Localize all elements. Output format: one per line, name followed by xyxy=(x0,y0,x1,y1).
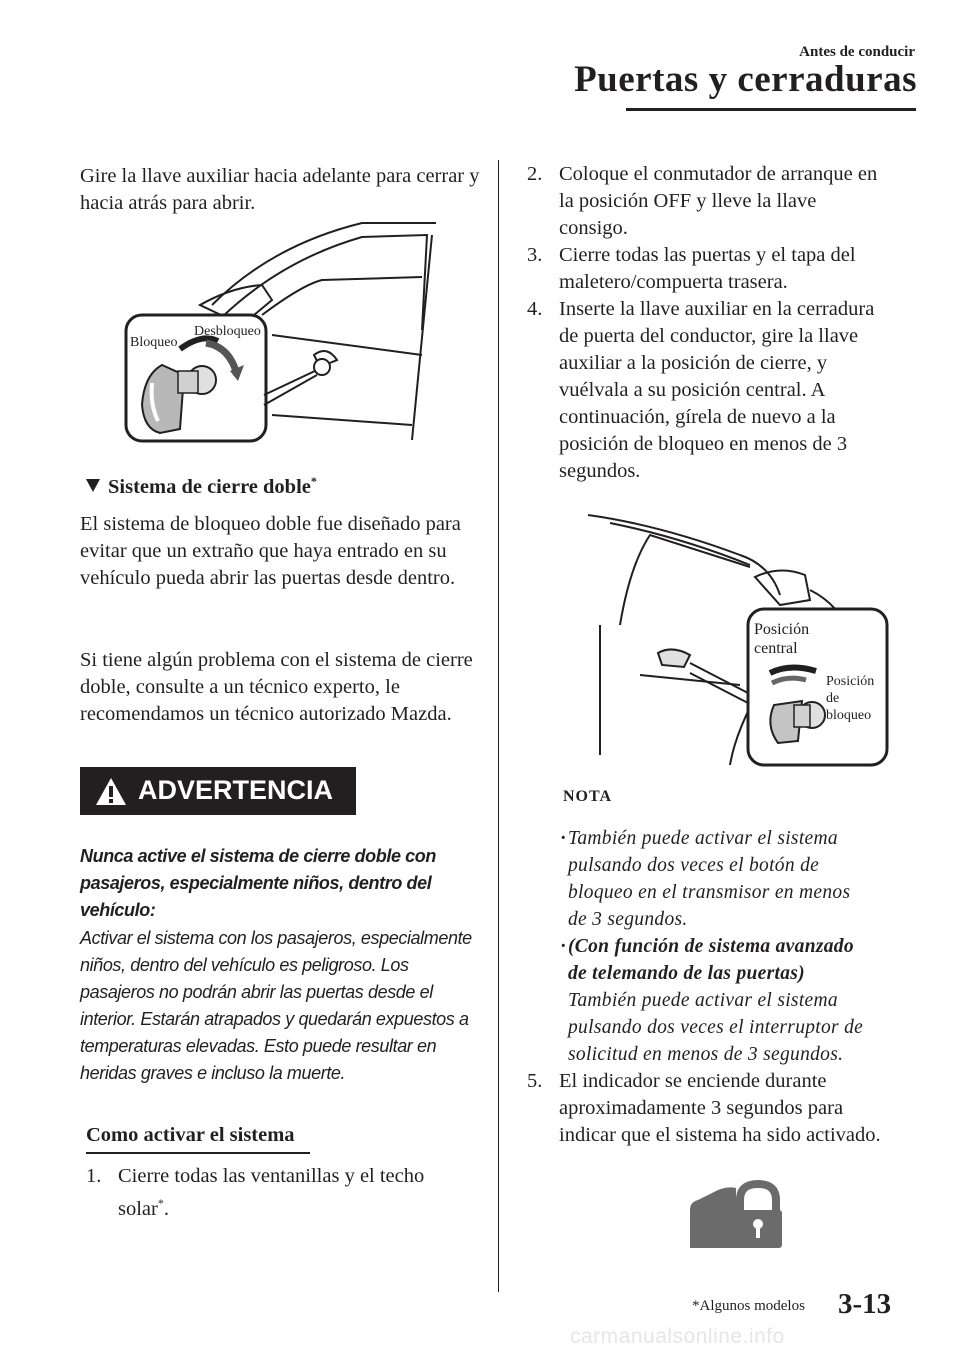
step-1-end: . xyxy=(163,1197,169,1220)
step-3 xyxy=(527,242,927,302)
subheading-underline xyxy=(86,1152,310,1154)
column-divider xyxy=(498,160,499,1292)
step-3-number: 3. xyxy=(527,244,543,266)
lock-position-illustration xyxy=(580,505,892,767)
step-1 xyxy=(86,1163,486,1223)
asterisk-mark: * xyxy=(310,474,317,488)
footnote: *Algunos modelos xyxy=(692,1298,805,1314)
lock-indicator-icon xyxy=(688,1180,784,1250)
warning-body: Activar el sistema con los pasajeros, especialmente niños, dentro del vehículo es peligroso. Los pasajeros no podrán abrir las puertas desde el interior. Estarán atrapados y quedarán expuestos a temperaturas elevadas. Esto puede resultar en heridas graves e incluso la muerte. xyxy=(80,928,472,1083)
step-5-number: 5. xyxy=(527,1070,543,1092)
step-4-line: posición de bloqueo en menos de 3 xyxy=(559,433,848,455)
step-4-number: 4. xyxy=(527,298,543,320)
step-1-line-2: solar xyxy=(118,1197,158,1220)
section-heading-text: Sistema de cierre doble xyxy=(108,475,311,498)
nota-line: También puede activar el sistema xyxy=(568,828,838,849)
section-heading xyxy=(86,474,317,499)
watermark: carmanualsonline.info xyxy=(570,1325,785,1348)
label-center-1: Posición xyxy=(754,621,810,638)
warning-label: ADVERTENCIA xyxy=(138,775,334,805)
label-lock-1: Posición xyxy=(826,674,875,689)
step-4-line: continuación, gírela de nuevo a la xyxy=(559,406,836,428)
step-2-line: Coloque el conmutador de arranque en xyxy=(559,163,878,185)
nota-line: bloqueo en el transmisor en menos xyxy=(568,882,851,903)
warning-triangle-icon xyxy=(94,776,128,808)
step-2 xyxy=(527,161,927,251)
bullet-dot-icon: · xyxy=(560,936,567,957)
triangle-bullet-icon xyxy=(86,479,100,492)
nota-bold-line: (Con función de sistema avanzado xyxy=(568,936,854,957)
nota-line: pulsando dos veces el botón de xyxy=(568,855,820,876)
nota-line: pulsando dos veces el interruptor de xyxy=(568,1017,864,1038)
bullet-dot-icon: · xyxy=(560,828,567,849)
step-5-line: aproximadamente 3 segundos para xyxy=(559,1097,844,1119)
step-4-line: segundos. xyxy=(559,460,641,482)
step-3-line: maletero/compuerta trasera. xyxy=(559,271,788,293)
label-lock-3: bloqueo xyxy=(826,708,872,723)
paragraph-description: El sistema de bloqueo doble fue diseñado para evitar que un extraño que haya entrado en su vehículo pueda abrir las puertas desde dentro. xyxy=(80,513,461,589)
step-5-line: El indicador se enciende durante xyxy=(559,1070,827,1092)
paragraph-support: Si tiene algún problema con el sistema de cierre doble, consulte a un técnico experto, le recomendamos un técnico autorizado Mazda. xyxy=(80,649,473,725)
step-4-line: de puerta del conductor, gire la llave xyxy=(559,325,859,347)
label-center-2: central xyxy=(754,640,798,657)
step-3-line: Cierre todas las puertas y el tapa del xyxy=(559,244,856,266)
label-bloqueo: Bloqueo xyxy=(130,335,178,350)
nota-line: También puede activar el sistema xyxy=(568,990,838,1011)
page-number: 3-13 xyxy=(838,1288,892,1320)
step-4-line: vuélvala a su posición central. A xyxy=(559,379,826,401)
nota-item-2 xyxy=(560,933,908,1073)
label-desbloqueo: Desbloqueo xyxy=(194,324,261,339)
warning-banner xyxy=(80,767,356,815)
step-4-line: Inserte la llave auxiliar en la cerradura xyxy=(559,298,875,320)
step-2-number: 2. xyxy=(527,163,543,185)
step-1-line-1: Cierre todas las ventanillas y el techo xyxy=(118,1165,425,1187)
step-1-number: 1. xyxy=(86,1165,102,1187)
warning-headline: Nunca active el sistema de cierre doble con pasajeros, especialmente niños, dentro del vehículo: xyxy=(80,846,436,920)
nota-title: NOTA xyxy=(563,788,613,805)
section-label: Antes de conducir xyxy=(799,44,915,60)
asterisk-mark: * xyxy=(157,1196,164,1210)
page-title: Puertas y cerraduras xyxy=(574,59,917,100)
label-lock-2: de xyxy=(826,691,840,706)
step-2-line: la posición OFF y lleve la llave xyxy=(559,190,817,212)
key-turn-illustration xyxy=(122,215,442,445)
step-5-line: indicar que el sistema ha sido activado. xyxy=(559,1124,881,1146)
nota-line: de 3 segundos. xyxy=(568,909,688,930)
step-4 xyxy=(527,296,927,491)
header-rule xyxy=(626,108,916,111)
nota-item-1 xyxy=(560,825,908,935)
intro-paragraph: Gire la llave auxiliar hacia adelante para cerrar y hacia atrás para abrir. xyxy=(80,165,480,214)
step-2-line: consigo. xyxy=(559,217,628,239)
step-5 xyxy=(527,1068,947,1158)
subheading-activate: Como activar el sistema xyxy=(86,1124,295,1146)
step-4-line: auxiliar a la posición de cierre, y xyxy=(559,352,828,374)
nota-bold-line: de telemando de las puertas) xyxy=(568,963,805,984)
nota-line: solicitud en menos de 3 segundos. xyxy=(568,1044,844,1065)
